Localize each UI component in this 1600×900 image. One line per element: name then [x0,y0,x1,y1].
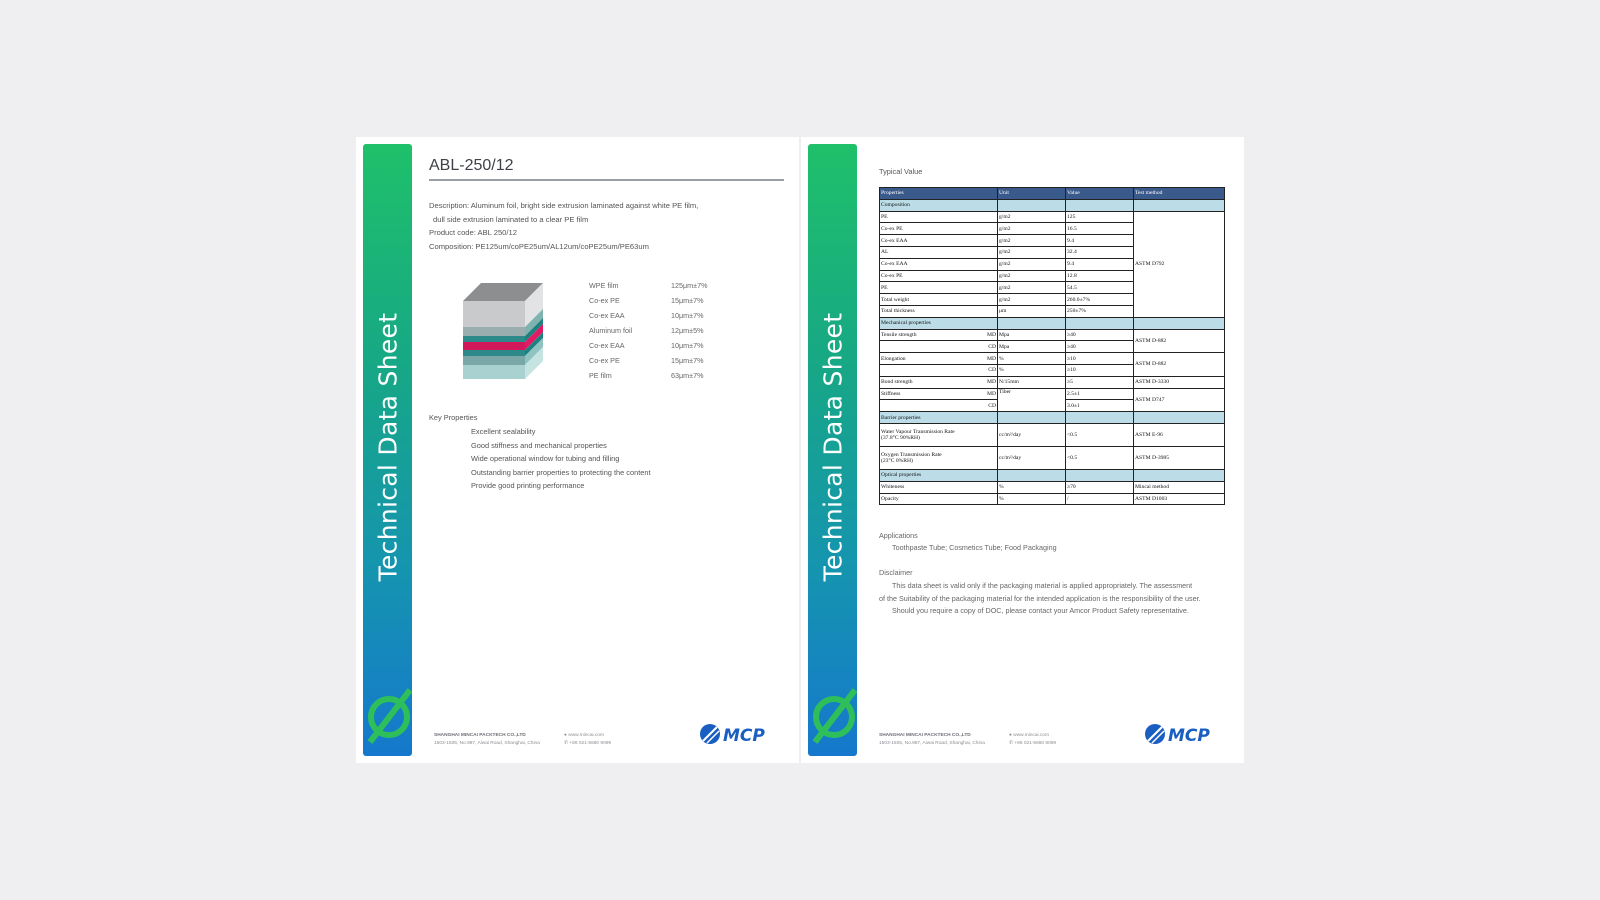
cell-value: ≥70 [1066,481,1134,493]
footer-address: 1503-1505, No.987, Aiwai Road, Shanghai, China [434,741,540,746]
property-condition: (37.8°C 90%RH) [881,434,920,441]
composition: Composition: PE125um/coPE25um/AL12um/coPE25um/PE63um [429,241,649,251]
section-row [880,317,1225,329]
cell-value: 125 [1066,211,1134,223]
cell-test-method: ASTM D-882 [1134,329,1225,353]
cell-test-method: ASTM D792 [1134,211,1225,317]
cell-unit: % [998,353,1066,365]
cell-unit: cc/m²/day [998,423,1066,446]
mcp-logo-icon [699,722,779,746]
cell-test-method: ASTM D1003 [1134,493,1225,505]
layer-name: Co-ex PE [589,356,620,365]
cell-value: 250±7% [1066,305,1134,317]
cell-value: 9.4 [1066,258,1134,270]
key-property-item: Excellent sealability [471,427,536,436]
cell-unit: % [998,493,1066,505]
disclaimer-line: Should you require a copy of DOC, please contact your Amcor Product Safety representative. [892,606,1189,615]
property-name: Elongation [881,355,906,362]
mcp-logo-text: MCP [1168,726,1210,746]
mcp-logo-icon [1144,722,1224,746]
key-property-item: Wide operational window for tubing and filling [471,454,620,463]
cell-property [880,400,998,412]
phone-icon: ✆ [1009,741,1015,746]
cell-unit: g/m2 [998,258,1066,270]
cell-test-method: ASTM D-882 [1134,353,1225,377]
layer-row [589,308,707,323]
cell-test-method: ASTM D-3985 [1134,446,1225,469]
cell-unit: Mpa [998,341,1066,353]
table-row [880,388,1225,400]
footer-phone-row [1009,740,1056,748]
mcp-logo-text: MCP [723,726,765,746]
product-description [429,199,698,253]
layer-name: WPE film [589,281,619,290]
cell-test-method: ASTM E-96 [1134,423,1225,446]
layer-list [589,278,707,383]
section-row [880,469,1225,481]
banner-title: Technical Data Sheet [373,312,402,582]
layer-row [589,368,707,383]
column-header: Test method [1134,188,1225,200]
cell-property: PE [880,211,998,223]
cell-value: ≥5 [1066,376,1134,388]
property-name: Oxygen Transmission Rate [881,451,942,458]
cd-label: CD [988,402,996,409]
footer-company-block [879,732,985,748]
cell-value: / [1066,493,1134,505]
title-divider [429,179,784,181]
layer-name: Co-ex PE [589,296,620,305]
md-label: MD [986,379,996,386]
cell-property [880,353,998,365]
disclaimer-line: of the Suitability of the packaging material for the intended application is the responsibility of the user. [879,593,1201,603]
description-line: dull side extrusion laminated to a clear PE film [433,214,589,224]
table-row [880,329,1225,341]
md-label: MD [986,331,996,338]
footer-contact-block [1009,732,1056,748]
footer-website-row [564,732,611,740]
cell-test-method: ASTM D747 [1134,388,1225,412]
applications-heading: Applications [879,531,918,540]
cell-property: AL [880,246,998,258]
layer-thickness: 10μm±7% [671,311,704,320]
property-condition: (23°C 0%RH) [881,457,913,464]
cell-unit: % [998,364,1066,376]
footer-address: 1503-1505, No.987, Aiwai Road, Shanghai, China [879,741,985,746]
key-properties-list [471,425,651,493]
layer-thickness: 10μm±7% [671,341,704,350]
cell-test-method: Mincai method [1134,481,1225,493]
cell-unit: μm [998,305,1066,317]
cell-unit: g/m2 [998,223,1066,235]
cell-property: Co-ex EAA [880,258,998,270]
laminate-structure-illustration [463,283,543,379]
section-row [880,412,1225,424]
footer-website-row [1009,732,1056,740]
footer-website: www.mincai.com [568,733,604,738]
md-label: MD [986,355,996,362]
cell-property: Co-ex PE [880,270,998,282]
layer-row [589,338,707,353]
section-label: Composition [880,199,998,211]
footer-website: www.mincai.com [1013,733,1049,738]
applications-text: Toothpaste Tube; Cosmetics Tube; Food Packaging [892,543,1057,552]
layer-thickness: 15μm±7% [671,356,704,365]
section-row [880,199,1225,211]
section-label: Optical properties [880,469,998,481]
footer-phone-row [564,740,611,748]
cell-value: ≥10 [1066,364,1134,376]
column-header: Properties [880,188,998,200]
table-row [880,211,1225,223]
cell-unit: g/m2 [998,282,1066,294]
side-banner [363,144,412,756]
layer-thickness: 15μm±7% [671,296,704,305]
footer-company-block [434,732,540,748]
cell-property: Whiteness [880,481,998,493]
cell-value: 3.0±1 [1066,400,1134,412]
key-property-item: Outstanding barrier properties to protecting the content [471,467,651,477]
cd-label: CD [988,343,996,350]
property-name: Bond strength [881,379,913,386]
cell-value: ≥40 [1066,341,1134,353]
cell-property [880,341,998,353]
layer-row [589,353,707,368]
cell-value: 32.4 [1066,246,1134,258]
cd-label: CD [988,367,996,374]
cell-value: 260.0±7% [1066,294,1134,306]
cell-property [880,446,998,469]
cell-value: 54.5 [1066,282,1134,294]
cell-unit: g/m2 [998,235,1066,247]
table-row [880,423,1225,446]
cell-value: 9.4 [1066,235,1134,247]
location-pin-icon: ● [1009,733,1014,738]
cell-property: Opacity [880,493,998,505]
cell-property: PE [880,282,998,294]
cell-value: <0.5 [1066,423,1134,446]
location-pin-icon: ● [564,733,569,738]
table-header-row [880,188,1225,200]
cell-property [880,376,998,388]
layer-name: Aluminum foil [589,326,633,335]
cell-unit: Mpa [998,329,1066,341]
table-row [880,353,1225,365]
layer-thickness: 125μm±7% [671,281,708,290]
cell-unit: % [998,481,1066,493]
key-properties-heading: Key Properties [429,413,478,422]
layer-row [589,323,707,338]
cell-value: ≥40 [1066,329,1134,341]
layer-name: Co-ex EAA [589,311,625,320]
disclaimer-text [879,580,1234,618]
layer-row [589,293,707,308]
disclaimer-line: This data sheet is valid only if the packaging material is applied appropriately. The assessment [892,581,1193,590]
section-label: Mechanical properties [880,317,998,329]
datasheet-page-1 [356,137,799,763]
cell-property: Co-ex PE [880,223,998,235]
description-line: Description: Aluminum foil, bright side extrusion laminated against white PE film, [429,201,699,210]
footer-company-name: SHANGHAI MINCAI PACKTECH CO.,LTD [879,733,971,738]
table-row [880,481,1225,493]
layer-name: Co-ex EAA [589,341,625,350]
datasheet-page-2 [801,137,1244,763]
side-banner [808,144,857,756]
cell-value: <0.5 [1066,446,1134,469]
cell-value: 16.5 [1066,223,1134,235]
cell-property [880,423,998,446]
cell-property [880,388,998,400]
disclaimer-heading: Disclaimer [879,568,913,577]
cell-value: 2.5±1 [1066,388,1134,400]
footer-contact-block [564,732,611,748]
property-name: Tensile strength [881,331,917,338]
cell-unit: cc/m²/day [998,446,1066,469]
layer-row [589,278,707,293]
cell-property [880,329,998,341]
column-header: Value [1066,188,1134,200]
cell-unit: g/m2 [998,246,1066,258]
layer-thickness: 12μm±5% [671,326,704,335]
cell-unit: Tiber [998,388,1066,412]
cell-property [880,364,998,376]
property-name: Stiffness [881,390,901,397]
footer-phone: +86 021-5660 9099 [569,741,612,746]
cell-test-method: ASTM D-3330 [1134,376,1225,388]
key-property-item: Good stiffness and mechanical properties [471,440,607,450]
circle-slash-logo-icon [366,684,412,746]
cell-value: ≥10 [1066,353,1134,365]
cell-property: Total weight [880,294,998,306]
typical-value-heading: Typical Value [879,167,923,176]
product-code: Product code: ABL 250/12 [429,228,517,237]
section-label: Barrier properties [880,412,998,424]
layer-thickness: 63μm±7% [671,371,704,380]
footer-company-name: SHANGHAI MINCAI PACKTECH CO.,LTD [434,733,526,738]
cell-value: 12.8 [1066,270,1134,282]
cell-unit: N/15mm [998,376,1066,388]
product-title: ABL-250/12 [429,157,514,174]
cell-unit: g/m2 [998,294,1066,306]
cell-unit: g/m2 [998,211,1066,223]
phone-icon: ✆ [564,741,570,746]
table-row [880,493,1225,505]
key-property-item: Provide good printing performance [471,481,585,490]
banner-title: Technical Data Sheet [818,312,847,582]
md-label: MD [986,390,996,397]
circle-slash-logo-icon [811,684,857,746]
property-name: Water Vapour Transmission Rate [881,428,955,435]
table-row [880,376,1225,388]
footer-phone: +86 021-5660 9099 [1014,741,1057,746]
cell-property: Co-ex EAA [880,235,998,247]
table-row [880,446,1225,469]
cell-unit: g/m2 [998,270,1066,282]
layer-name: PE film [589,371,612,380]
properties-table [879,187,1225,505]
column-header: Unit [998,188,1066,200]
cell-property: Total thickness [880,305,998,317]
